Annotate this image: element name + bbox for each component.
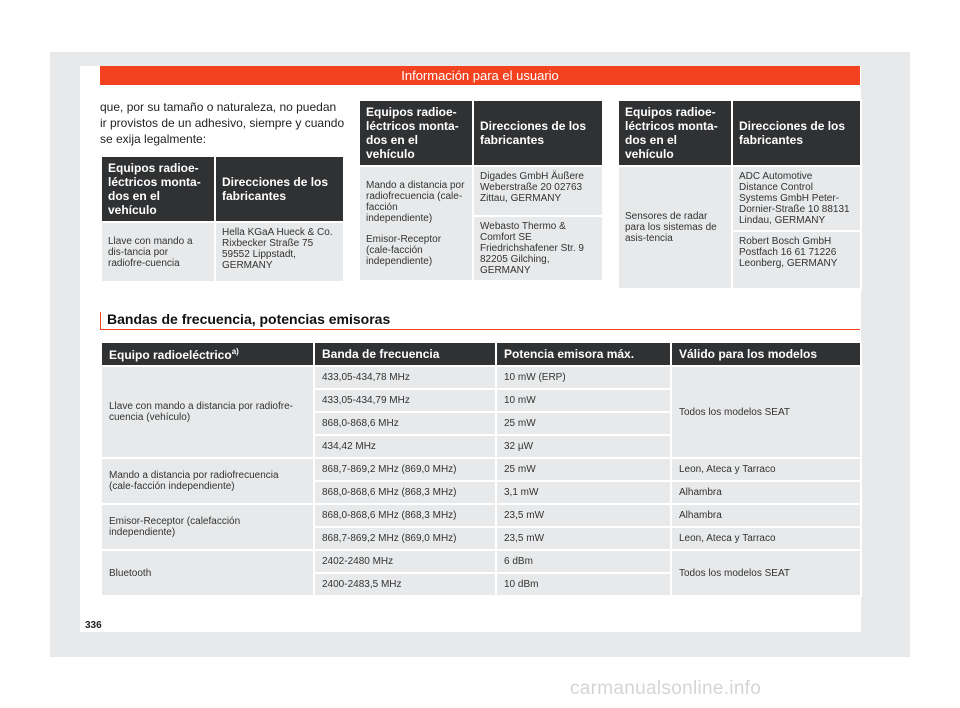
address-cell: Digades GmbH Äußere Weberstraße 20 02763 Zittau, GERMANY bbox=[473, 166, 603, 216]
address-cell: Webasto Thermo & Comfort SE Friedrichshafener Str. 9 82205 Gilching, GERMANY bbox=[473, 216, 603, 281]
manufacturer-table-3 bbox=[617, 99, 862, 290]
model-cell: Alhambra bbox=[671, 504, 861, 527]
model-cell: Leon, Ateca y Tarraco bbox=[671, 527, 861, 550]
device-cell: Llave con mando a dis-tancia por radiofre-cuencia bbox=[101, 222, 215, 282]
device-cell bbox=[359, 166, 473, 281]
table-row bbox=[101, 366, 861, 389]
table-header: Banda de frecuencia bbox=[314, 342, 496, 366]
device-label: Mando a distancia por radiofrecuencia (cale-facción independiente) bbox=[366, 180, 465, 224]
intro-text: que, por su tamaño o naturaleza, no puedan ir provistos de un adhesivo, siempre y cuando se exija legalmente: bbox=[100, 100, 345, 146]
band-cell: 433,05-434,79 MHz bbox=[314, 389, 496, 412]
band-cell: 868,7-869,2 MHz (869,0 MHz) bbox=[314, 527, 496, 550]
power-cell: 6 dBm bbox=[496, 550, 671, 573]
address-cell: ADC Automotive Distance Control Systems GmbH Peter-Dornier-Straße 10 88131 Lindau, GERMANY bbox=[732, 166, 861, 231]
device-cell: Bluetooth bbox=[101, 550, 314, 596]
device-cell: Sensores de radar para los sistemas de asis-tencia bbox=[618, 166, 732, 289]
power-cell: 10 mW (ERP) bbox=[496, 366, 671, 389]
table-row bbox=[101, 458, 861, 481]
band-cell: 433,05-434,78 MHz bbox=[314, 366, 496, 389]
power-cell: 25 mW bbox=[496, 458, 671, 481]
table-header: Equipo radioeléctrico$^{a)}$ bbox=[101, 342, 314, 366]
band-cell: 868,0-868,6 MHz (868,3 MHz) bbox=[314, 504, 496, 527]
power-cell: 10 dBm bbox=[496, 573, 671, 596]
page-number: 336 bbox=[85, 620, 102, 631]
band-cell: 2400-2483,5 MHz bbox=[314, 573, 496, 596]
model-cell: Alhambra bbox=[671, 481, 861, 504]
page-header: Información para el usuario bbox=[100, 66, 860, 85]
band-cell: 868,0-868,6 MHz (868,3 MHz) bbox=[314, 481, 496, 504]
table-header: Potencia emisora máx. bbox=[496, 342, 671, 366]
table-header: Equipos radioe-léctricos monta-dos en el vehículo bbox=[101, 156, 215, 222]
power-cell: 3,1 mW bbox=[496, 481, 671, 504]
frequency-band-table bbox=[100, 341, 862, 597]
watermark: carmanualsonline.info bbox=[570, 678, 762, 699]
table-header: Válido para los modelos bbox=[671, 342, 861, 366]
band-cell: 868,7-869,2 MHz (869,0 MHz) bbox=[314, 458, 496, 481]
table-header: Equipos radioe-léctricos monta-dos en el vehículo bbox=[618, 100, 732, 166]
table-header: Direcciones de los fabricantes bbox=[215, 156, 344, 222]
band-cell: 434,42 MHz bbox=[314, 435, 496, 458]
table-header: Equipos radioe-léctricos monta-dos en el vehículo bbox=[359, 100, 473, 166]
table-row bbox=[101, 504, 861, 527]
table-header: Direcciones de los fabricantes bbox=[732, 100, 861, 166]
model-cell: Leon, Ateca y Tarraco bbox=[671, 458, 861, 481]
power-cell: 23,5 mW bbox=[496, 504, 671, 527]
device-cell: Llave con mando a distancia por radiofre-cuencia (vehículo) bbox=[101, 366, 314, 458]
power-cell: 10 mW bbox=[496, 389, 671, 412]
device-cell: Emisor-Receptor (calefacción independiente) bbox=[101, 504, 314, 550]
band-cell: 868,0-868,6 MHz bbox=[314, 412, 496, 435]
model-cell: Todos los modelos SEAT bbox=[671, 550, 861, 596]
table-row bbox=[101, 550, 861, 573]
power-cell: 25 mW bbox=[496, 412, 671, 435]
model-cell: Todos los modelos SEAT bbox=[671, 366, 861, 458]
band-cell: 2402-2480 MHz bbox=[314, 550, 496, 573]
address-cell: Hella KGaA Hueck & Co. Rixbecker Straße 75 59552 Lippstadt, GERMANY bbox=[215, 222, 344, 282]
manufacturer-table-2 bbox=[358, 99, 604, 282]
power-cell: 23,5 mW bbox=[496, 527, 671, 550]
device-cell: Mando a distancia por radiofrecuencia (cale-facción independiente) bbox=[101, 458, 314, 504]
manufacturer-table-1 bbox=[100, 155, 345, 283]
power-cell: 32 µW bbox=[496, 435, 671, 458]
address-cell: Robert Bosch GmbH Postfach 16 61 71226 Leonberg, GERMANY bbox=[732, 231, 861, 289]
footnote-marker: a) bbox=[231, 346, 239, 356]
device-label: Emisor-Receptor (cale-facción independiente) bbox=[366, 234, 442, 267]
table-header: Direcciones de los fabricantes bbox=[473, 100, 603, 166]
section-title: Bandas de frecuencia, potencias emisoras bbox=[100, 310, 860, 330]
